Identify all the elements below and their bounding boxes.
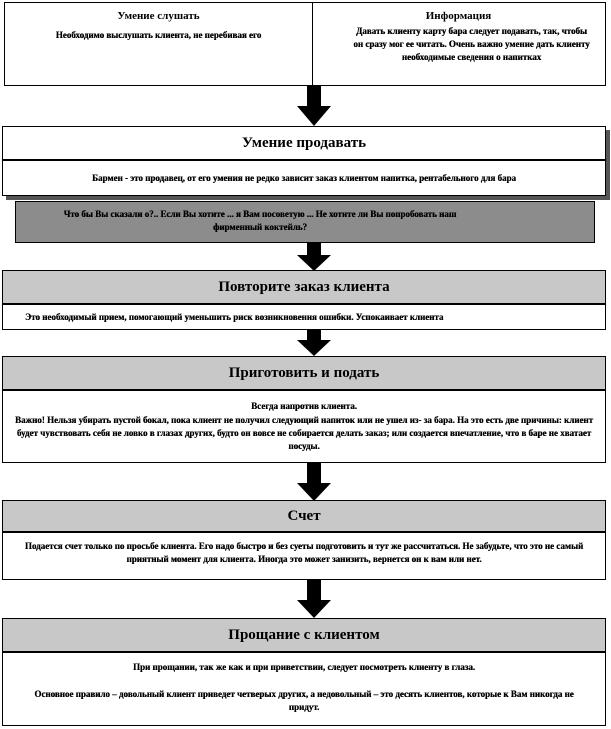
arrow-down-icon (297, 330, 331, 356)
bill-text: Подается счет только по просьбе клиента. Его надо быстро и без суеты подготовить и тут же рассчитаться. Не забудьте, что это не самый приятный момент для клиента. Иногда это может занизить, вернется он к вам или нет. (24, 541, 584, 564)
selling-title-box (2, 126, 606, 160)
repeat-text: Это необходимый прием, помогающий уменьшить риск возникновения ошибки. Успокаивает клиента (25, 312, 444, 322)
farewell-title: Прощание с клиентом (228, 627, 380, 643)
repeat-title-box (2, 270, 606, 304)
selling-text-box (2, 160, 606, 196)
prepare-title-box (2, 356, 606, 390)
selling-text: Бармен - это продавец, от его умения не редко зависит заказ клиентом напитка, рентабельного для бара (92, 173, 516, 183)
listening-text: Необходимо выслушать клиента, не перебивая его (55, 30, 262, 40)
bill-title-box (2, 500, 606, 532)
prepare-text-box (2, 390, 606, 463)
prepare-line-2: Важно! Нельзя убирать пустой бокал, пока клиент не получил следующий напиток или не ушел из- за бара. На это есть две причины: клиент будет чувствовать себя не ловко в глазах других, будто он вовсе не собирается делать заказ; или создается впечатление, что в баре не хватает посуды. (15, 415, 593, 451)
repeat-text-box (2, 304, 606, 330)
information-box (312, 3, 605, 85)
selling-title: Умение продавать (242, 135, 366, 151)
farewell-text-box (2, 652, 606, 726)
arrow-down-icon (297, 463, 331, 501)
information-title: Информация (425, 10, 492, 22)
arrow-down-icon (297, 580, 331, 618)
selling-phrases: Что бы Вы сказали о?.. Если Вы хотите ... я Вам посоветую ... Не хотите ли Вы попробовать наш фирменный коктейль? (63, 209, 457, 232)
arrow-down-icon (297, 243, 331, 271)
arrow-down-icon (297, 86, 331, 126)
listening-title: Умение слушать (117, 10, 200, 22)
farewell-line-2: Основное правило – довольный клиент приведет четверых других, а недовольный – это десять клиентов, которые к Вам никогда не придут. (34, 689, 574, 712)
selling-phrases-box (15, 201, 595, 243)
prepare-title: Приготовить и подать (228, 365, 380, 381)
information-text: Давать клиенту карту бара следует подавать, так, чтобы он сразу мог ее читать. Очень важно умение дать клиенту необходимые сведения о напитках (353, 26, 590, 62)
farewell-title-box (2, 618, 606, 652)
bill-title: Счет (287, 508, 321, 524)
top-box-pair (4, 2, 606, 86)
repeat-title: Повторите заказ клиента (218, 279, 390, 295)
bill-text-box (2, 532, 606, 580)
farewell-line-1: При прощании, так же как и при приветствии, следует посмотреть клиенту в глаза. (132, 662, 476, 672)
listening-box (5, 3, 313, 85)
prepare-line-1: Всегда напротив клиента. (251, 401, 357, 411)
